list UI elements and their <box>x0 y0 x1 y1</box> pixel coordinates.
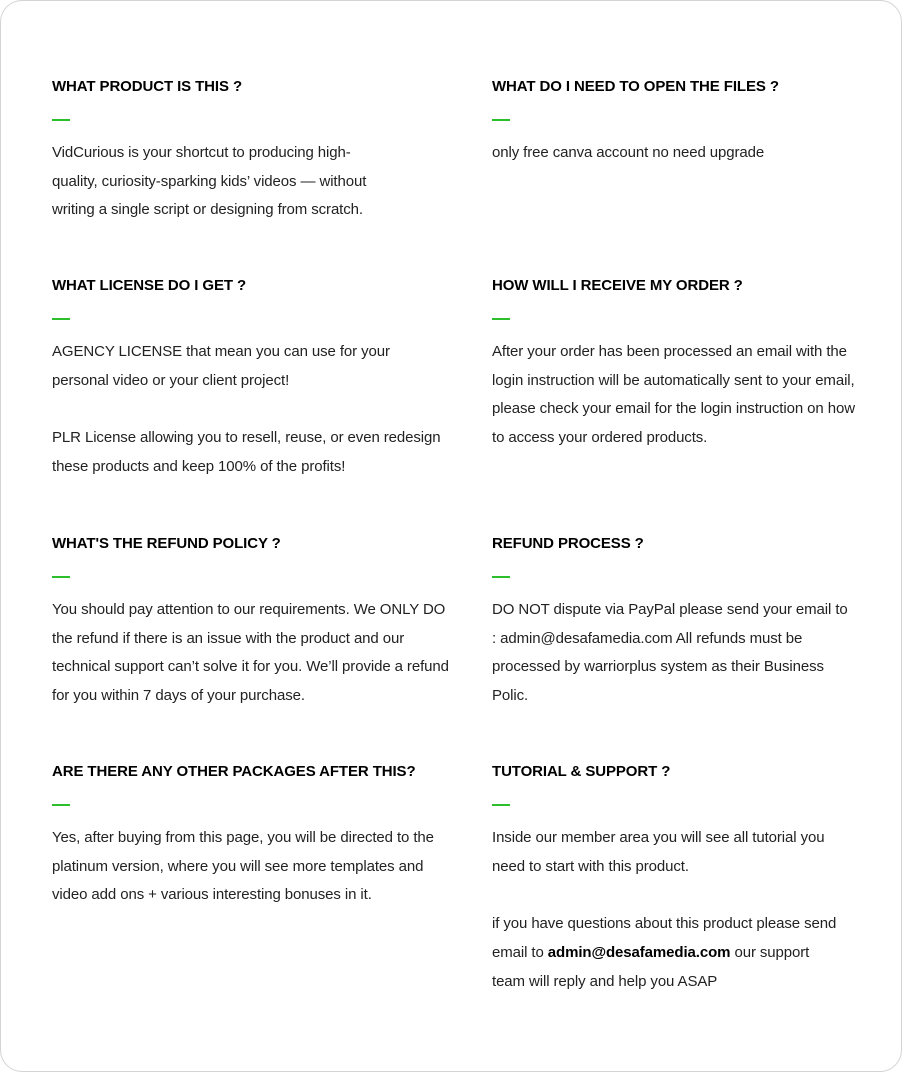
faq-answer: AGENCY LICENSE that mean you can use for your personal video or your client project! <box>52 343 390 389</box>
faq-title: WHAT PRODUCT IS THIS ? <box>52 78 243 95</box>
faq-open-files <box>492 77 897 168</box>
faq-answer: VidCurious is your shortcut to producing high-quality, curiosity-sparking kids’ videos — without writing a single script or designing from scratch. <box>52 144 367 219</box>
accent-divider <box>52 318 70 320</box>
faq-answer: Yes, after buying from this page, you will be directed to the platinum version, where you will see more templates and video add ons + various interesting bonuses in it. <box>52 829 434 904</box>
support-contact <box>492 910 837 996</box>
accent-divider <box>52 804 70 806</box>
faq-title: HOW WILL I RECEIVE MY ORDER ? <box>492 277 743 294</box>
faq-title: WHAT LICENSE DO I GET ? <box>52 277 247 294</box>
accent-divider <box>492 119 510 121</box>
accent-divider <box>492 576 510 578</box>
faq-title: ARE THERE ANY OTHER PACKAGES AFTER THIS? <box>52 763 416 780</box>
faq-title: TUTORIAL & SUPPORT ? <box>492 763 671 780</box>
faq-refund-process <box>492 534 897 711</box>
faq-license <box>52 276 457 482</box>
faq-answer: PLR License allowing you to resell, reuse, or even redesign these products and keep 100% of the profits! <box>52 429 441 475</box>
faq-other-packages <box>52 762 457 910</box>
support-text-after: our support team will reply and help you ASAP <box>492 943 810 990</box>
faq-title: WHAT'S THE REFUND POLICY ? <box>52 535 281 552</box>
accent-divider <box>52 119 70 121</box>
accent-divider <box>492 318 510 320</box>
faq-title: REFUND PROCESS ? <box>492 535 644 552</box>
support-email-link[interactable]: admin@desafamedia.com <box>547 943 731 961</box>
faq-answer: only free canva account no need upgrade <box>492 144 765 161</box>
support-text-before: if you have questions about this product please send email to <box>492 915 837 961</box>
faq-title: WHAT DO I NEED TO OPEN THE FILES ? <box>492 78 779 95</box>
faq-tutorial-support <box>492 762 897 996</box>
faq-answer: Inside our member area you will see all tutorial you need to start with this product. <box>492 829 825 875</box>
faq-receive-order <box>492 276 897 453</box>
faq-answer: After your order has been processed an email with the login instruction will be automatically sent to your email, please check your email for the login instruction on how to access your ordered products. <box>492 343 855 447</box>
faq-what-product <box>52 77 457 225</box>
accent-divider <box>492 804 510 806</box>
faq-answer: You should pay attention to our requirements. We ONLY DO the refund if there is an issue with the product and our technical support can’t solve it for you. We’ll provide a refund for you within 7 days of your purchase. <box>52 601 449 705</box>
accent-divider <box>52 576 70 578</box>
faq-answer: DO NOT dispute via PayPal please send your email to : admin@desafamedia.com All refunds must be processed by warriorplus system as their Business Polic. <box>492 601 848 705</box>
faq-refund-policy <box>52 534 457 711</box>
